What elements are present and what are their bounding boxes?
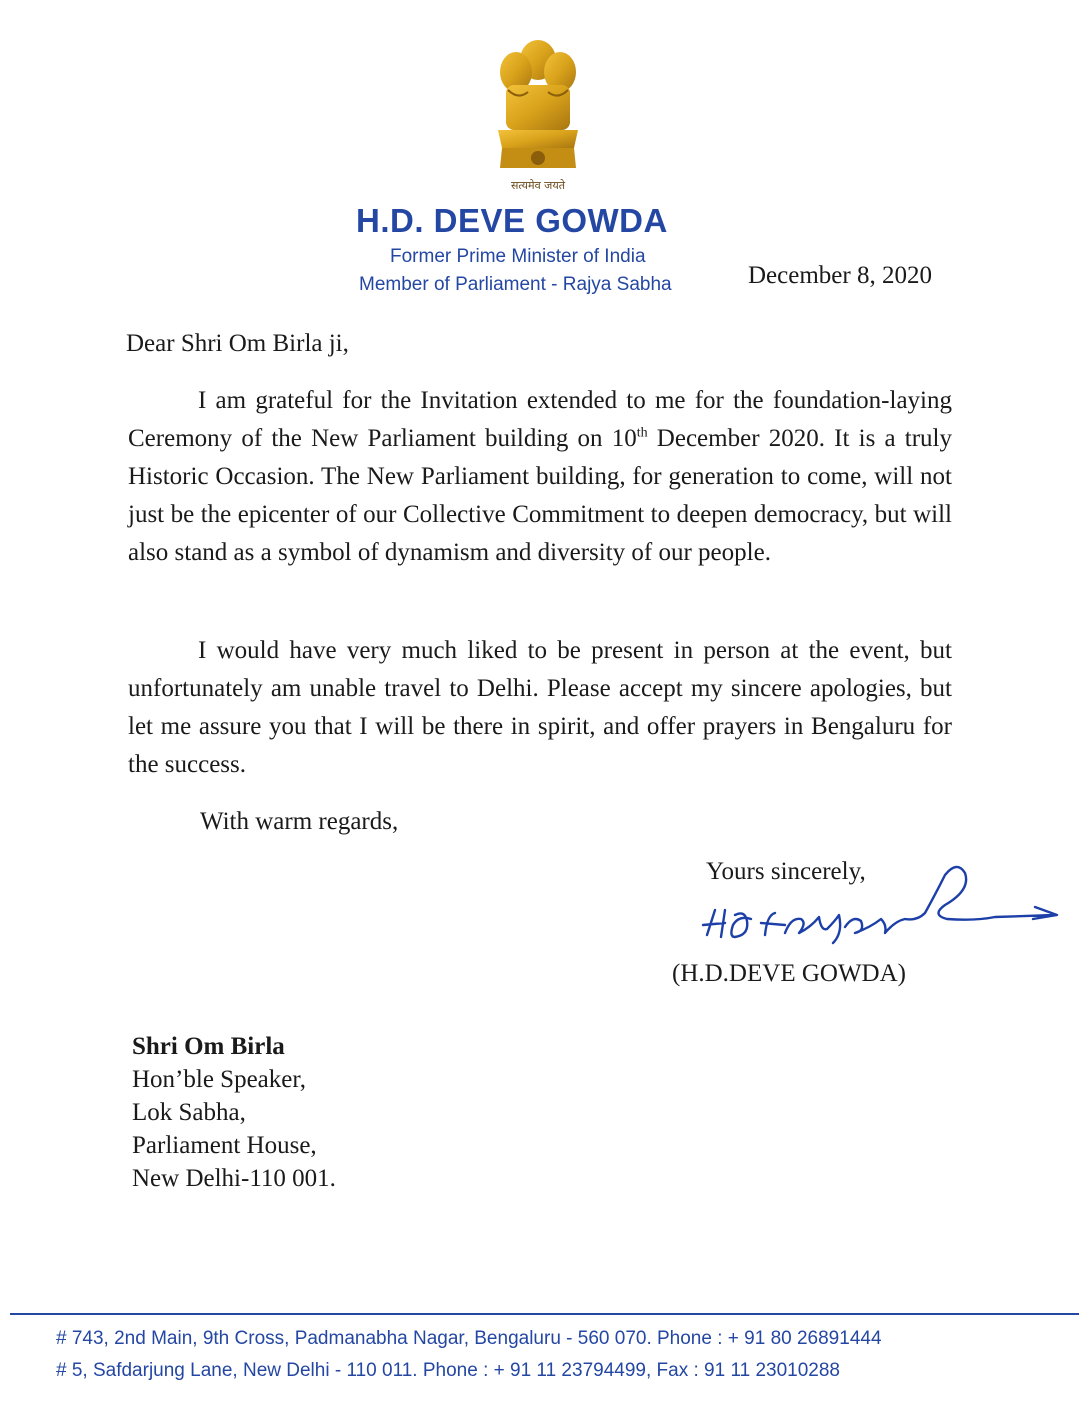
- footer-address-2: # 5, Safdarjung Lane, New Delhi - 110 011. Phone : + 91 11 23794499, Fax : 91 11 23010288: [56, 1360, 840, 1381]
- recipient-line-4: New Delhi-110 001.: [132, 1165, 336, 1192]
- closing-regards: With warm regards,: [200, 808, 399, 835]
- closing-yours: Yours sincerely,: [706, 858, 866, 885]
- body-paragraph-1-part-a: I am grateful for the Invitation extended to me for the foundation-laying Ceremony of the New Parliament building on 10: [128, 387, 952, 452]
- recipient-line-3: Parliament House,: [132, 1132, 317, 1159]
- footer-address-1: # 743, 2nd Main, 9th Cross, Padmanabha Nagar, Bengaluru - 560 070. Phone : + 91 80 26891444: [56, 1328, 882, 1349]
- national-emblem-icon: [488, 30, 588, 190]
- footer-divider: [10, 1313, 1079, 1315]
- body-paragraph-2: [128, 632, 952, 784]
- recipient-line-1: Hon’ble Speaker,: [132, 1066, 306, 1093]
- body-paragraph-1-part-b: December 2020. It is a truly Historic Occasion. The New Parliament building, for generation to come, will not just be the epicenter of our Collective Commitment to deepen democracy, but will also stand as a symbol of dynamism and diversity of our people.: [128, 425, 952, 566]
- ordinal-suffix: th: [636, 425, 648, 441]
- signatory-name: (H.D.DEVE GOWDA): [672, 960, 906, 987]
- recipient-line-2: Lok Sabha,: [132, 1099, 246, 1126]
- body-paragraph-2-text: I would have very much liked to be present in person at the event, but unfortunately am unable travel to Delhi. Please accept my sincere apologies, but let me assure you that I will be there in spirit, and offer prayers in Bengaluru for the success.: [128, 637, 952, 778]
- letterhead-name: H.D. DEVE GOWDA: [356, 202, 668, 239]
- letterhead-designation-2: Member of Parliament - Rajya Sabha: [359, 274, 672, 295]
- emblem-motto: सत्यमेव जयते: [510, 179, 565, 192]
- letterhead-designation-1: Former Prime Minister of India: [390, 246, 646, 267]
- salutation: Dear Shri Om Birla ji,: [126, 330, 349, 357]
- recipient-address: [132, 1030, 336, 1195]
- handwritten-signature: [695, 855, 1065, 955]
- letter-date: December 8, 2020: [748, 262, 932, 289]
- body-paragraph-1: [128, 382, 952, 572]
- recipient-name: Shri Om Birla: [132, 1033, 285, 1060]
